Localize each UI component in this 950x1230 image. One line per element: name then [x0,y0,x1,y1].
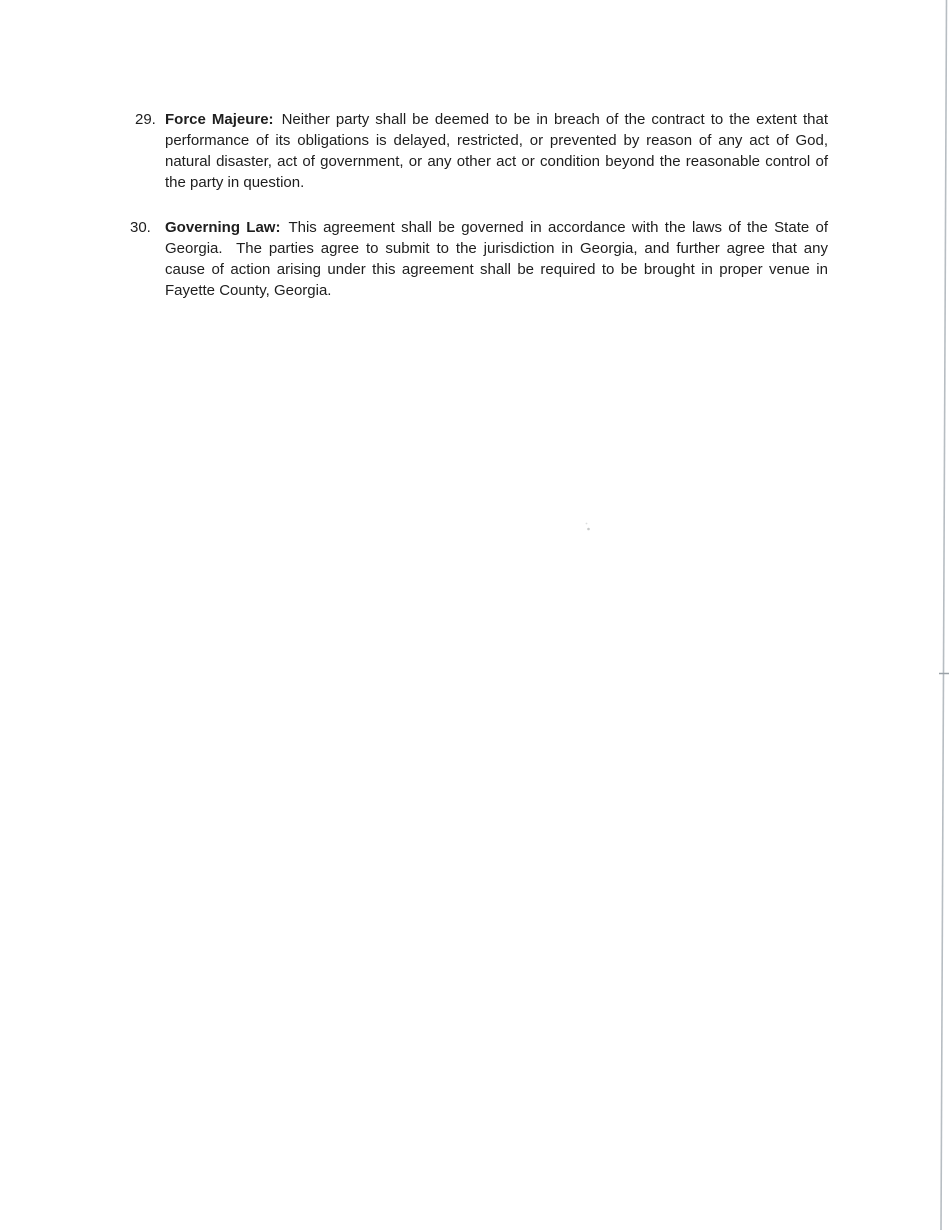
clause-body: Neither party shall be deemed to be in breach of the contract to the extent that performance of its obligations is delayed, restricted, or prevented by reason of any act of God, natural disaster, act of government, or any other act or condition beyond the reasonable control of the party in question. [165,111,829,191]
clause-number: 30. [130,219,151,236]
clause-force-majeure [130,109,828,193]
scan-speck [587,528,590,531]
clause-body: This agreement shall be governed in accordance with the laws of the State of Georgia. The parties agree to submit to the jurisdiction in Georgia, and further agree that any cause of action arising under this agreement shall be required to be brought in proper venue in Fayette County, Georgia. [165,219,828,299]
clause-title: Governing Law: [165,219,281,236]
clause-title: Force Majeure: [165,111,274,128]
scan-speck-faint [586,523,588,525]
clause-number: 29. [135,111,156,128]
scan-edge-line [941,0,947,1230]
clause-governing-law [130,217,828,301]
contract-clauses [130,109,828,325]
